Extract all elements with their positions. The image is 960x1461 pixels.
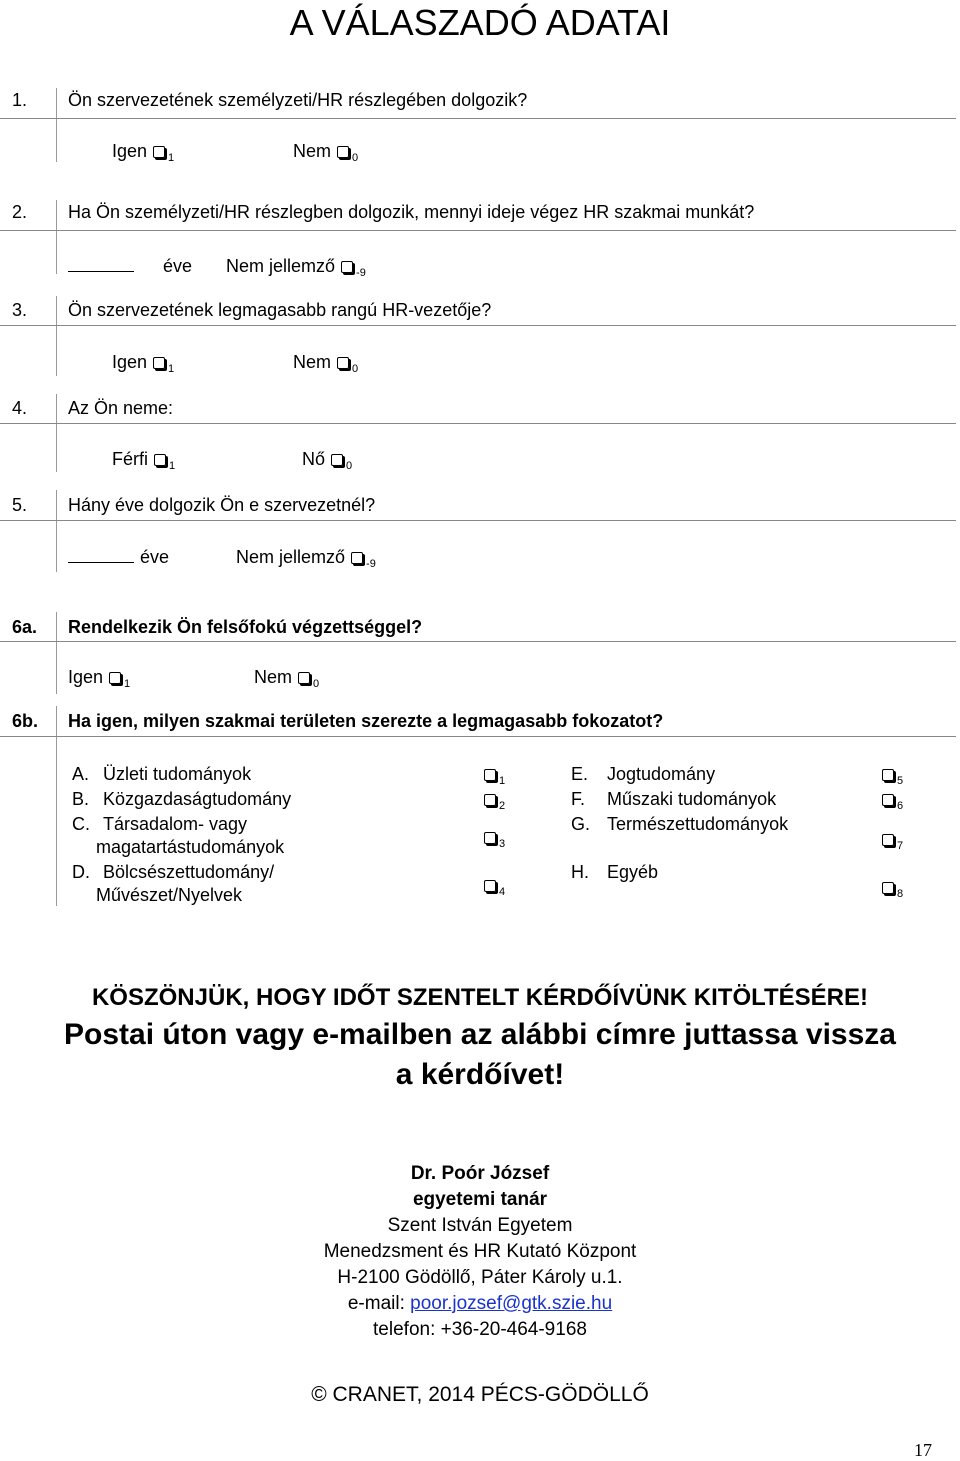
question-number-3: 3. (12, 300, 28, 320)
q4-male-option[interactable] (112, 449, 175, 472)
q6a-no-label: Nem (254, 667, 293, 687)
q5-na-option[interactable] (236, 547, 376, 570)
q3-yes-code: 1 (168, 363, 175, 375)
q6a-no-code: 0 (313, 678, 320, 690)
contact-university: Szent István Egyetem (387, 1215, 573, 1236)
q3-no-option[interactable] (293, 352, 358, 375)
question-text-1: Ön szervezetének személyzeti/HR részlegében dolgozik? (68, 90, 528, 110)
contact-phone: telefon: +36-20-464-9168 (373, 1319, 587, 1340)
question-text-6a: Rendelkezik Ön felsőfokú végzettséggel? (68, 617, 423, 637)
option-g-letter: G. (571, 814, 591, 834)
option-e-label: Jogtudomány (607, 764, 716, 784)
q3-no-label: Nem (293, 352, 332, 372)
q4-female-option[interactable] (302, 449, 352, 472)
divider-q6b (0, 736, 956, 737)
option-d-label-line1: Bölcsészettudomány/ (103, 862, 275, 882)
page-title: A VÁLASZADÓ ADATAI (289, 2, 671, 43)
q1-no-option[interactable] (293, 141, 358, 164)
option-c-label-line1: Társadalom- vagy (103, 814, 248, 834)
form-border-q6a (56, 612, 57, 694)
option-a-letter: A. (72, 764, 90, 784)
form-border-q4 (56, 394, 57, 472)
question-text-2: Ha Ön személyzeti/HR részlegben dolgozik, mennyi ideje végez HR szakmai munkát? (68, 202, 755, 222)
question-number-1: 1. (12, 90, 28, 110)
option-d-choice[interactable] (478, 875, 505, 898)
contact-address: H-2100 Gödöllő, Páter Károly u.1. (337, 1267, 623, 1288)
divider-q2 (0, 230, 956, 231)
option-h-checkbox[interactable] (882, 882, 894, 894)
option-a-code: 1 (499, 775, 506, 787)
option-a-choice[interactable] (478, 764, 505, 787)
contact-email-label: e-mail: (347, 1293, 411, 1314)
page-number: 17 (914, 1440, 932, 1460)
q6a-no-option[interactable] (254, 667, 319, 690)
q4-male-label: Férfi (112, 449, 148, 469)
option-g-choice[interactable] (876, 829, 903, 852)
question-number-6a: 6a. (12, 617, 38, 637)
q5-na-checkbox[interactable] (351, 552, 363, 564)
option-h-code: 8 (897, 888, 904, 900)
option-d-code: 4 (499, 886, 506, 898)
option-h-label: Egyéb (607, 862, 659, 882)
q6a-yes-label: Igen (68, 667, 104, 687)
q1-no-label: Nem (293, 141, 332, 161)
q3-yes-option[interactable] (112, 352, 174, 375)
option-f-choice[interactable] (876, 789, 903, 812)
option-e-checkbox[interactable] (882, 769, 894, 781)
question-text-5: Hány éve dolgozik Ön e szervezetnél? (68, 495, 376, 515)
option-c-code: 3 (499, 838, 506, 850)
question-number-4: 4. (12, 398, 28, 418)
q1-yes-option[interactable] (112, 141, 174, 164)
q5-na-code: -9 (366, 558, 376, 570)
q1-yes-code: 1 (168, 152, 175, 164)
option-b-letter: B. (72, 789, 90, 809)
q4-female-label: Nő (302, 449, 326, 469)
contact-center: Menedzsment és HR Kutató Központ (323, 1241, 637, 1262)
option-e-letter: E. (571, 764, 589, 784)
q2-years-field[interactable] (68, 256, 134, 277)
form-border-q5 (56, 490, 57, 572)
question-text-3: Ön szervezetének legmagasabb rangú HR-vezetője? (68, 300, 492, 320)
q1-no-checkbox[interactable] (337, 146, 349, 158)
question-number-2: 2. (12, 202, 28, 222)
q2-na-label: Nem jellemző (226, 256, 336, 276)
return-instruction-line1: Postai úton vagy e-mailben az alábbi címre juttassa vissza (64, 1018, 896, 1051)
contact-name: Dr. Poór József (410, 1163, 550, 1184)
q2-years-unit: éve (163, 256, 193, 276)
option-e-code: 5 (897, 775, 904, 787)
q4-female-code: 0 (346, 460, 353, 472)
option-b-choice[interactable] (478, 789, 505, 812)
option-c-letter: C. (72, 814, 90, 834)
option-h-letter: H. (571, 862, 589, 882)
q3-no-checkbox[interactable] (337, 357, 349, 369)
question-text-4: Az Ön neme: (68, 398, 174, 418)
copyright-notice: © CRANET, 2014 PÉCS-GÖDÖLLŐ (311, 1383, 649, 1406)
thank-you-message: KÖSZÖNJÜK, HOGY IDŐT SZENTELT KÉRDŐÍVÜNK KITÖLTÉSÉRE! (91, 984, 869, 1011)
option-f-checkbox[interactable] (882, 794, 894, 806)
option-c-checkbox[interactable] (484, 832, 496, 844)
option-f-code: 6 (897, 800, 904, 812)
option-e-choice[interactable] (876, 764, 903, 787)
q1-no-code: 0 (352, 152, 359, 164)
option-b-code: 2 (499, 800, 506, 812)
q6a-yes-code: 1 (124, 678, 131, 690)
question-number-6b: 6b. (12, 711, 39, 731)
form-border-q3 (56, 296, 57, 376)
q6a-no-checkbox[interactable] (298, 672, 310, 684)
q2-years-blank[interactable] (68, 257, 134, 272)
q2-na-code: -9 (356, 267, 366, 279)
option-g-label: Természettudományok (607, 814, 789, 834)
q3-yes-checkbox[interactable] (153, 357, 165, 369)
option-d-checkbox[interactable] (484, 880, 496, 892)
option-d-letter: D. (72, 862, 90, 882)
q5-years-blank[interactable] (68, 548, 134, 563)
q1-yes-label: Igen (112, 141, 148, 161)
q5-years-field[interactable] (68, 547, 134, 568)
option-f-letter: F. (571, 789, 586, 809)
option-d-label-line2: Művészet/Nyelvek (96, 885, 243, 905)
option-b-label: Közgazdaságtudomány (103, 789, 292, 809)
return-instruction-line2: a kérdőívet! (395, 1058, 565, 1091)
form-border-q2 (56, 200, 57, 274)
q4-male-code: 1 (169, 460, 176, 472)
contact-email-link[interactable]: poor.jozsef@gtk.szie.hu (410, 1293, 613, 1314)
question-number-5: 5. (12, 495, 28, 515)
form-border-q1 (56, 88, 57, 162)
option-f-label: Műszaki tudományok (607, 789, 777, 809)
q5-years-unit: éve (140, 547, 170, 567)
option-b-checkbox[interactable] (484, 794, 496, 806)
option-g-checkbox[interactable] (882, 834, 894, 846)
option-a-label: Üzleti tudományok (103, 764, 252, 784)
divider-q5 (0, 520, 956, 521)
q3-no-code: 0 (352, 363, 359, 375)
option-a-checkbox[interactable] (484, 769, 496, 781)
option-c-choice[interactable] (478, 827, 505, 850)
q2-na-option[interactable] (226, 256, 366, 279)
q3-yes-label: Igen (112, 352, 148, 372)
divider-q1 (0, 118, 956, 119)
q6a-yes-checkbox[interactable] (109, 672, 121, 684)
divider-q6a (0, 641, 956, 642)
q4-female-checkbox[interactable] (331, 454, 343, 466)
q4-male-checkbox[interactable] (154, 454, 166, 466)
option-c-label-line2: magatartástudományok (96, 837, 285, 857)
divider-q3 (0, 325, 956, 326)
contact-email-line (0, 1293, 960, 1315)
q6a-yes-option[interactable] (68, 667, 130, 690)
question-text-6b: Ha igen, milyen szakmai területen szerezte a legmagasabb fokozatot? (68, 711, 664, 731)
contact-role: egyetemi tanár (412, 1189, 548, 1210)
q2-na-checkbox[interactable] (341, 261, 353, 273)
q1-yes-checkbox[interactable] (153, 146, 165, 158)
divider-q4 (0, 423, 956, 424)
option-g-code: 7 (897, 840, 904, 852)
q5-na-label: Nem jellemző (236, 547, 346, 567)
option-h-choice[interactable] (876, 877, 903, 900)
